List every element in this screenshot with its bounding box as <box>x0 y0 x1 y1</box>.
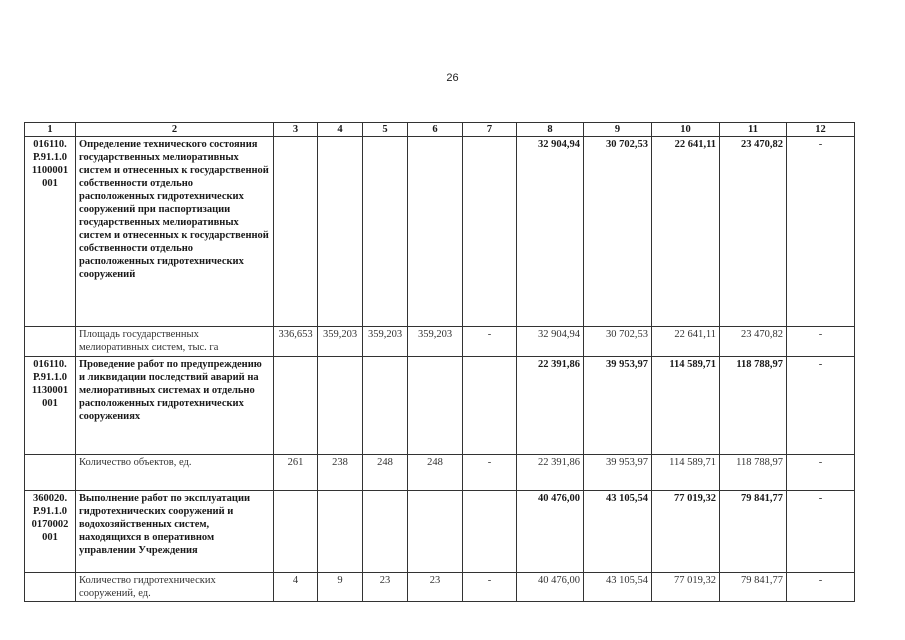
cell-col-7: - <box>463 327 517 357</box>
cell-col-4 <box>318 137 363 327</box>
cell-col-12: - <box>787 455 855 491</box>
cell-col-11: 23 470,82 <box>720 327 787 357</box>
cell-col-6: 359,203 <box>408 327 463 357</box>
indicator-description: Площадь государственных мелиоративных систем, тыс. га <box>76 327 274 357</box>
work-description: Выполнение работ по эксплуатации гидротехнических сооружений и водохозяйственных систем, находящихся в оперативном управлении Учреждения <box>76 491 274 573</box>
cell-col-11: 118 788,97 <box>720 357 787 455</box>
cell-col-12: - <box>787 491 855 573</box>
cell-col-8: 32 904,94 <box>517 327 584 357</box>
cell-col-3: 261 <box>274 455 318 491</box>
indicator-description: Количество объектов, ед. <box>76 455 274 491</box>
cell-col-4 <box>318 491 363 573</box>
cell-col-10: 114 589,71 <box>652 455 720 491</box>
header-row <box>25 123 855 137</box>
cell-col-3 <box>274 357 318 455</box>
indicator-row <box>25 573 855 602</box>
cell-col-4: 9 <box>318 573 363 602</box>
cell-col-9: 43 105,54 <box>584 573 652 602</box>
cell-col-9: 39 953,97 <box>584 455 652 491</box>
col-header: 12 <box>787 123 855 137</box>
work-description: Проведение работ по предупреждению и ликвидации последствий аварий на мелиоративных системах и отдельно расположенных гидротехнических сооружениях <box>76 357 274 455</box>
budget-table <box>24 122 855 602</box>
cell-col-7: - <box>463 455 517 491</box>
cell-col-10: 22 641,11 <box>652 327 720 357</box>
col-header: 10 <box>652 123 720 137</box>
col-header: 4 <box>318 123 363 137</box>
cell-col-6 <box>408 491 463 573</box>
col-header: 3 <box>274 123 318 137</box>
work-code <box>25 455 76 491</box>
col-header: 8 <box>517 123 584 137</box>
page-number: 26 <box>446 72 459 84</box>
cell-col-3 <box>274 137 318 327</box>
cell-col-8: 22 391,86 <box>517 455 584 491</box>
cell-col-12: - <box>787 327 855 357</box>
col-header: 7 <box>463 123 517 137</box>
work-description: Определение технического состояния государственных мелиоративных систем и отнесенных к государственной собственности отдельно расположенных гидротехнических сооружений при паспортизации государственных мелиоративных систем и отнесенных к государственной собственности отдельно расположенных гидротехнических сооружений <box>76 137 274 327</box>
cell-col-10: 22 641,11 <box>652 137 720 327</box>
work-row <box>25 137 855 327</box>
work-code: 016110. Р.91.1.0 1130001 001 <box>25 357 76 455</box>
cell-col-12: - <box>787 357 855 455</box>
cell-col-7 <box>463 137 517 327</box>
work-row <box>25 357 855 455</box>
cell-col-6: 248 <box>408 455 463 491</box>
cell-col-8: 40 476,00 <box>517 573 584 602</box>
cell-col-7 <box>463 357 517 455</box>
cell-col-5 <box>363 357 408 455</box>
cell-col-5 <box>363 491 408 573</box>
col-header: 6 <box>408 123 463 137</box>
cell-col-3: 4 <box>274 573 318 602</box>
col-header: 1 <box>25 123 76 137</box>
cell-col-8: 40 476,00 <box>517 491 584 573</box>
cell-col-6: 23 <box>408 573 463 602</box>
col-header: 9 <box>584 123 652 137</box>
cell-col-6 <box>408 357 463 455</box>
cell-col-10: 114 589,71 <box>652 357 720 455</box>
cell-col-11: 79 841,77 <box>720 491 787 573</box>
work-code <box>25 573 76 602</box>
cell-col-7 <box>463 491 517 573</box>
cell-col-8: 32 904,94 <box>517 137 584 327</box>
col-header: 2 <box>76 123 274 137</box>
cell-col-12: - <box>787 137 855 327</box>
cell-col-12: - <box>787 573 855 602</box>
cell-col-11: 118 788,97 <box>720 455 787 491</box>
work-row <box>25 491 855 573</box>
cell-col-9: 43 105,54 <box>584 491 652 573</box>
cell-col-4: 359,203 <box>318 327 363 357</box>
cell-col-5: 23 <box>363 573 408 602</box>
col-header: 11 <box>720 123 787 137</box>
work-code: 360020. Р.91.1.0 0170002 001 <box>25 491 76 573</box>
cell-col-8: 22 391,86 <box>517 357 584 455</box>
cell-col-5: 359,203 <box>363 327 408 357</box>
cell-col-10: 77 019,32 <box>652 491 720 573</box>
cell-col-5 <box>363 137 408 327</box>
cell-col-5: 248 <box>363 455 408 491</box>
cell-col-11: 23 470,82 <box>720 137 787 327</box>
cell-col-3: 336,653 <box>274 327 318 357</box>
cell-col-3 <box>274 491 318 573</box>
col-header: 5 <box>363 123 408 137</box>
cell-col-4 <box>318 357 363 455</box>
cell-col-4: 238 <box>318 455 363 491</box>
cell-col-10: 77 019,32 <box>652 573 720 602</box>
indicator-description: Количество гидротехнических сооружений, ед. <box>76 573 274 602</box>
cell-col-9: 30 702,53 <box>584 327 652 357</box>
cell-col-9: 30 702,53 <box>584 137 652 327</box>
indicator-row <box>25 327 855 357</box>
indicator-row <box>25 455 855 491</box>
cell-col-11: 79 841,77 <box>720 573 787 602</box>
cell-col-9: 39 953,97 <box>584 357 652 455</box>
cell-col-7: - <box>463 573 517 602</box>
work-code: 016110. Р.91.1.0 1100001 001 <box>25 137 76 327</box>
cell-col-6 <box>408 137 463 327</box>
work-code <box>25 327 76 357</box>
